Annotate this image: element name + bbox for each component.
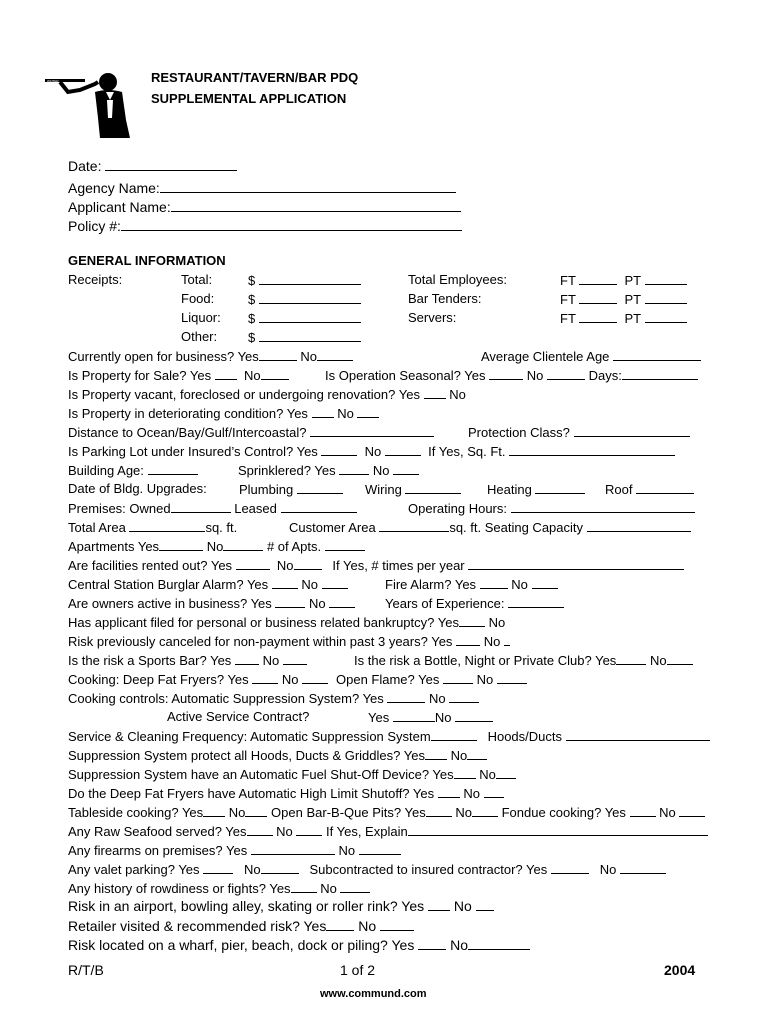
no-label: No: [338, 843, 356, 858]
deep-fat-fryers-question[interactable]: [68, 671, 328, 688]
no-label: No: [262, 653, 280, 668]
liquor-amount-field[interactable]: [248, 310, 361, 327]
question-text: Total Area: [68, 520, 126, 535]
form-title: RESTAURANT/TAVERN/BAR PDQ: [151, 70, 359, 85]
ft-blank[interactable]: [579, 272, 617, 285]
explain-blank[interactable]: [408, 823, 708, 836]
sq-ft-label: sq. ft.: [205, 520, 238, 535]
dollar-sign: $: [248, 292, 256, 307]
yes-blank[interactable]: [272, 576, 298, 589]
no-label: No: [337, 406, 354, 421]
upgrade-label: Wiring: [365, 482, 402, 497]
firearms-question[interactable]: [68, 842, 401, 859]
no-blank[interactable]: [620, 861, 666, 874]
question-text: Are facilities rented out? Yes: [68, 558, 233, 573]
upgrade-label: Roof: [605, 482, 633, 497]
tableside-cooking-question[interactable]: [68, 804, 705, 821]
canceled-question[interactable]: [68, 633, 510, 650]
clientele-age-blank[interactable]: [613, 348, 701, 361]
customer-area-blank[interactable]: [379, 519, 449, 532]
no-blank[interactable]: [449, 690, 479, 703]
bankruptcy-question[interactable]: [68, 614, 505, 631]
date-field[interactable]: [68, 158, 237, 175]
hoods-label: Hoods/Ducts: [487, 729, 562, 744]
rented-out-question[interactable]: [68, 557, 684, 574]
other-label: Other:: [181, 329, 218, 344]
pt-label: PT: [624, 311, 641, 326]
question-text: Currently open for business? Yes: [68, 349, 259, 364]
vacant-question[interactable]: [68, 386, 466, 403]
yes-blank[interactable]: [203, 861, 233, 874]
upgrade-label: Plumbing: [239, 482, 294, 497]
no-label: No: [476, 672, 494, 687]
no-blank[interactable]: [385, 443, 421, 456]
yes-blank[interactable]: [326, 918, 354, 931]
no-label: No: [511, 577, 528, 592]
night-club-question[interactable]: [354, 652, 693, 669]
ft-label: FT: [560, 311, 576, 326]
yes-blank[interactable]: [438, 785, 460, 798]
no-label: No: [455, 805, 472, 820]
yes-blank[interactable]: [459, 614, 485, 627]
yes-blank[interactable]: [291, 880, 317, 893]
no-blank[interactable]: [329, 595, 355, 608]
pt-label: PT: [624, 273, 641, 288]
no-label: No: [228, 805, 246, 820]
yes-blank[interactable]: [425, 747, 447, 760]
receipts-label: Receipts:: [68, 272, 123, 287]
yes-blank[interactable]: [489, 367, 523, 380]
question-text: Years of Experience:: [385, 596, 505, 611]
applicant-name-field[interactable]: [68, 199, 461, 216]
no-label: No: [599, 862, 617, 877]
seating-capacity-blank[interactable]: [587, 519, 691, 532]
heating-blank[interactable]: [535, 481, 585, 494]
no-blank[interactable]: [532, 576, 558, 589]
yes-blank[interactable]: [252, 671, 278, 684]
yes-blank[interactable]: [630, 804, 656, 817]
question-text: Do the Deep Fat Fryers have Automatic High Limit Shutoff? Yes: [68, 786, 435, 801]
no-blank[interactable]: [393, 462, 419, 475]
question-text: Apartments Yes: [68, 539, 160, 554]
question-text: Retailer visited & recommended risk? Yes: [68, 918, 327, 934]
no-label: No: [309, 596, 326, 611]
question-text: Suppression System protect all Hoods, Ducts & Griddles? Yes: [68, 748, 425, 763]
form-code: R/T/B: [68, 962, 104, 978]
airport-rink-question[interactable]: [68, 898, 494, 915]
question-text: Subcontracted to insured contractor? Yes: [309, 862, 548, 877]
logo-caption: WAITER: [47, 79, 59, 83]
no-blank[interactable]: [261, 861, 299, 874]
no-label: No: [281, 672, 299, 687]
property-for-sale-question[interactable]: [68, 367, 289, 384]
total-employees-label: Total Employees:: [408, 272, 507, 287]
yes-blank[interactable]: [159, 538, 203, 551]
no-blank[interactable]: [476, 898, 494, 911]
no-blank[interactable]: [283, 652, 307, 665]
no-label: No: [649, 653, 667, 668]
no-label: No: [358, 918, 377, 934]
no-label: No: [453, 898, 472, 914]
no-label: No: [301, 577, 319, 592]
no-blank[interactable]: [380, 918, 414, 931]
raw-seafood-question[interactable]: [68, 823, 708, 840]
bar-tenders-ft-pt[interactable]: [560, 291, 687, 308]
rowdiness-question[interactable]: [68, 880, 370, 897]
no-label: No: [463, 786, 480, 801]
sports-bar-question[interactable]: [68, 652, 307, 669]
no-label: No: [364, 444, 382, 459]
no-blank[interactable]: [504, 633, 510, 646]
no-blank[interactable]: [223, 538, 263, 551]
yes-blank[interactable]: [321, 443, 357, 456]
owned-blank[interactable]: [171, 500, 231, 513]
operating-hours-blank[interactable]: [511, 500, 695, 513]
apts-blank[interactable]: [325, 538, 365, 551]
date-label: Date:: [68, 158, 102, 174]
sq-ft-label: If Yes, Sq. Ft.: [428, 444, 506, 459]
question-text: Customer Area: [289, 520, 376, 535]
no-label: No: [488, 615, 506, 630]
yes-blank[interactable]: [424, 386, 446, 399]
liquor-amount-blank[interactable]: [259, 310, 361, 323]
servers-label: Servers:: [408, 310, 457, 325]
clientele-age-field[interactable]: [481, 348, 701, 365]
seating-label: sq. ft. Seating Capacity: [449, 520, 584, 535]
yes-blank[interactable]: [259, 348, 297, 361]
dollar-sign: $: [248, 311, 256, 326]
heating-field[interactable]: [487, 481, 585, 498]
total-employees-ft-pt[interactable]: [560, 272, 687, 289]
sq-ft-blank[interactable]: [509, 443, 675, 456]
yes-blank[interactable]: [339, 462, 369, 475]
food-label: Food:: [181, 291, 215, 306]
no-blank[interactable]: [455, 709, 493, 722]
no-label: No: [526, 368, 544, 383]
fuel-shutoff-question[interactable]: [68, 766, 516, 783]
service-contract-label: Active Service Contract?: [167, 709, 310, 724]
yes-blank[interactable]: [393, 709, 435, 722]
open-for-business-question[interactable]: [68, 348, 353, 365]
explain-label: If Yes, Explain: [326, 824, 408, 839]
ft-label: FT: [560, 273, 576, 288]
policy-field[interactable]: [68, 218, 462, 235]
no-label: No: [276, 558, 294, 573]
yes-blank[interactable]: [551, 861, 589, 874]
yes-blank[interactable]: [203, 804, 225, 817]
years-experience-field[interactable]: [385, 595, 564, 612]
food-amount-field[interactable]: [248, 291, 361, 308]
no-label: No: [243, 368, 261, 383]
question-text: Protection Class?: [468, 425, 570, 440]
yes-blank[interactable]: [236, 557, 270, 570]
fire-alarm-question[interactable]: [385, 576, 558, 593]
days-label: Days:: [588, 368, 622, 383]
operating-hours-field[interactable]: [408, 500, 695, 517]
no-blank[interactable]: [296, 823, 322, 836]
cleaning-frequency-field[interactable]: [68, 728, 710, 745]
servers-ft-pt[interactable]: [560, 310, 687, 327]
agency-name-blank[interactable]: [160, 180, 456, 193]
question-text: Suppression System have an Automatic Fuel Shut-Off Device? Yes: [68, 767, 454, 782]
page-number: 1 of 2: [340, 962, 376, 978]
days-blank[interactable]: [622, 367, 698, 380]
yes-blank[interactable]: [387, 690, 425, 703]
yes-blank[interactable]: [616, 652, 646, 665]
general-information-heading: GENERAL INFORMATION: [68, 253, 226, 268]
no-label: No: [450, 748, 468, 763]
no-label: No: [372, 463, 390, 478]
ft-blank[interactable]: [579, 310, 617, 323]
yes-blank[interactable]: [247, 823, 273, 836]
question-text: Is Property for Sale? Yes: [68, 368, 212, 383]
burglar-alarm-question[interactable]: [68, 576, 348, 593]
no-label: No: [300, 349, 318, 364]
no-blank[interactable]: [261, 367, 289, 380]
question-text: Average Clientele Age: [481, 349, 610, 364]
no-blank[interactable]: [357, 405, 379, 418]
question-text: Is the risk a Bottle, Night or Private Club? Yes: [354, 653, 617, 668]
dollar-sign: $: [248, 330, 256, 345]
question-text: Has applicant filed for personal or business related bankruptcy? Yes: [68, 615, 459, 630]
parking-lot-question[interactable]: [68, 443, 675, 460]
no-blank[interactable]: [468, 937, 530, 950]
yes-blank[interactable]: [480, 576, 508, 589]
policy-label: Policy #:: [68, 218, 121, 234]
question-text: Central Station Burglar Alarm? Yes: [68, 577, 269, 592]
yes-blank[interactable]: [251, 842, 335, 855]
sprinklered-question[interactable]: [238, 462, 419, 479]
no-blank[interactable]: [245, 804, 267, 817]
no-label: No: [483, 634, 501, 649]
no-blank[interactable]: [294, 557, 322, 570]
no-blank[interactable]: [484, 785, 504, 798]
question-text: Any Raw Seafood served? Yes: [68, 824, 247, 839]
pt-blank[interactable]: [645, 291, 687, 304]
question-text: Fire Alarm? Yes: [385, 577, 477, 592]
no-blank[interactable]: [467, 747, 487, 760]
no-blank[interactable]: [679, 804, 705, 817]
question-text: Open Bar-B-Que Pits? Yes: [271, 805, 426, 820]
building-age-field[interactable]: [68, 462, 198, 479]
no-blank[interactable]: [667, 652, 693, 665]
bar-tenders-label: Bar Tenders:: [408, 291, 482, 306]
yes-blank[interactable]: [275, 595, 305, 608]
pt-blank[interactable]: [645, 272, 687, 285]
question-text: Is Property in deteriorating condition? Yes: [68, 406, 308, 421]
no-blank[interactable]: [359, 842, 401, 855]
total-amount-field[interactable]: [248, 272, 361, 289]
pt-label: PT: [624, 292, 641, 307]
yes-label: Yes: [368, 710, 390, 725]
food-amount-blank[interactable]: [259, 291, 361, 304]
service-contract-answer[interactable]: [368, 709, 493, 726]
question-text: Cooking controls: Automatic Suppression System? Yes: [68, 691, 384, 706]
no-blank[interactable]: [547, 367, 585, 380]
yes-blank[interactable]: [426, 804, 452, 817]
apartments-question[interactable]: [68, 538, 365, 555]
plumbing-field[interactable]: [239, 481, 343, 498]
total-area-field[interactable]: [68, 519, 237, 536]
leased-label: Leased: [234, 501, 277, 516]
no-label: No: [449, 387, 466, 402]
question-text: Any history of rowdiness or fights? Yes: [68, 881, 291, 896]
yes-blank[interactable]: [235, 652, 259, 665]
customer-area-field[interactable]: [289, 519, 691, 536]
times-per-year-label: If Yes, # times per year: [332, 558, 465, 573]
distance-to-water-field[interactable]: [68, 424, 434, 441]
question-text: Tableside cooking? Yes: [68, 805, 204, 820]
hoods-frequency-blank[interactable]: [566, 728, 710, 741]
pt-blank[interactable]: [645, 310, 687, 323]
applicant-name-blank[interactable]: [171, 199, 461, 212]
no-label: No: [434, 710, 452, 725]
date-blank[interactable]: [105, 158, 237, 171]
agency-name-field[interactable]: [68, 180, 456, 197]
no-label: No: [479, 767, 496, 782]
roof-field[interactable]: [605, 481, 694, 498]
question-text: Building Age:: [68, 463, 144, 478]
no-blank[interactable]: [317, 348, 353, 361]
protection-class-blank[interactable]: [574, 424, 690, 437]
total-label: Total:: [181, 272, 213, 287]
other-amount-field[interactable]: [248, 329, 361, 346]
policy-blank[interactable]: [121, 218, 462, 231]
no-blank[interactable]: [340, 880, 370, 893]
premises-question[interactable]: [68, 500, 357, 517]
question-text: Are owners active in business? Yes: [68, 596, 272, 611]
seasonal-question[interactable]: [325, 367, 698, 384]
upgrades-label: Date of Bldg. Upgrades:: [68, 481, 207, 496]
no-blank[interactable]: [496, 766, 516, 779]
total-amount-blank[interactable]: [259, 272, 361, 285]
apts-label: # of Apts.: [266, 539, 322, 554]
suppression-system-question[interactable]: [68, 690, 479, 707]
no-blank[interactable]: [322, 576, 348, 589]
form-subtitle: SUPPLEMENTAL APPLICATION: [151, 91, 347, 106]
no-label: No: [429, 691, 446, 706]
question-text: Operating Hours:: [408, 501, 507, 516]
applicant-name-label: Applicant Name:: [68, 199, 171, 215]
yes-blank[interactable]: [456, 633, 480, 646]
footer-url[interactable]: www.commund.com: [320, 988, 427, 1000]
form-year: 2004: [664, 962, 696, 978]
no-blank[interactable]: [302, 671, 328, 684]
question-text: Fondue cooking? Yes: [501, 805, 626, 820]
wharf-pier-question[interactable]: [68, 937, 530, 954]
yes-blank[interactable]: [454, 766, 476, 779]
question-text: Risk located on a wharf, pier, beach, dock or piling? Yes: [68, 937, 415, 953]
ft-label: FT: [560, 292, 576, 307]
no-label: No: [320, 881, 337, 896]
open-flame-question[interactable]: [336, 671, 527, 688]
high-limit-shutoff-question[interactable]: [68, 785, 504, 802]
waiter-logo: [40, 70, 140, 140]
protection-class-field[interactable]: [468, 424, 690, 441]
question-text: Risk in an airport, bowling alley, skating or roller rink? Yes: [68, 898, 425, 914]
question-text: Is the risk a Sports Bar? Yes: [68, 653, 232, 668]
wiring-blank[interactable]: [405, 481, 461, 494]
question-text: Is Property vacant, foreclosed or undergoing renovation? Yes: [68, 387, 420, 402]
question-text: Is Parking Lot under Insured’s Control? Yes: [68, 444, 318, 459]
building-age-blank[interactable]: [148, 462, 198, 475]
other-amount-blank[interactable]: [259, 329, 361, 342]
no-label: No: [450, 937, 469, 953]
deteriorating-question[interactable]: [68, 405, 379, 422]
roof-blank[interactable]: [636, 481, 694, 494]
question-text: Premises: Owned: [68, 501, 171, 516]
total-area-blank[interactable]: [129, 519, 205, 532]
question-text: Service & Cleaning Frequency: Automatic Suppression System: [68, 729, 431, 744]
retailer-visited-question[interactable]: [68, 918, 414, 935]
times-per-year-blank[interactable]: [468, 557, 684, 570]
question-text: Open Flame? Yes: [336, 672, 440, 687]
no-blank[interactable]: [472, 804, 498, 817]
upgrade-label: Heating: [487, 482, 532, 497]
leased-blank[interactable]: [281, 500, 357, 513]
question-text: Is Operation Seasonal? Yes: [325, 368, 486, 383]
no-label: No: [276, 824, 293, 839]
yes-blank[interactable]: [215, 367, 237, 380]
yes-blank[interactable]: [312, 405, 334, 418]
dollar-sign: $: [248, 273, 256, 288]
no-label: No: [244, 862, 261, 877]
question-text: Risk previously canceled for non-payment within past 3 years? Yes: [68, 634, 453, 649]
owners-active-question[interactable]: [68, 595, 355, 612]
no-label: No: [206, 539, 224, 554]
valet-parking-question[interactable]: [68, 861, 666, 878]
no-label: No: [659, 805, 676, 820]
question-text: Sprinklered? Yes: [238, 463, 336, 478]
liquor-label: Liquor:: [181, 310, 221, 325]
plumbing-blank[interactable]: [297, 481, 343, 494]
distance-blank[interactable]: [310, 424, 434, 437]
protect-hoods-question[interactable]: [68, 747, 487, 764]
question-text: Any firearms on premises? Yes: [68, 843, 248, 858]
question-text: Any valet parking? Yes: [68, 862, 200, 877]
yes-blank[interactable]: [443, 671, 473, 684]
no-blank[interactable]: [497, 671, 527, 684]
question-text: Distance to Ocean/Bay/Gulf/Intercoastal?: [68, 425, 307, 440]
yes-blank[interactable]: [428, 898, 450, 911]
yes-blank[interactable]: [418, 937, 446, 950]
years-experience-blank[interactable]: [508, 595, 564, 608]
ft-blank[interactable]: [579, 291, 617, 304]
wiring-field[interactable]: [365, 481, 461, 498]
suppression-frequency-blank[interactable]: [431, 728, 477, 741]
question-text: Cooking: Deep Fat Fryers? Yes: [68, 672, 249, 687]
agency-name-label: Agency Name:: [68, 180, 160, 196]
